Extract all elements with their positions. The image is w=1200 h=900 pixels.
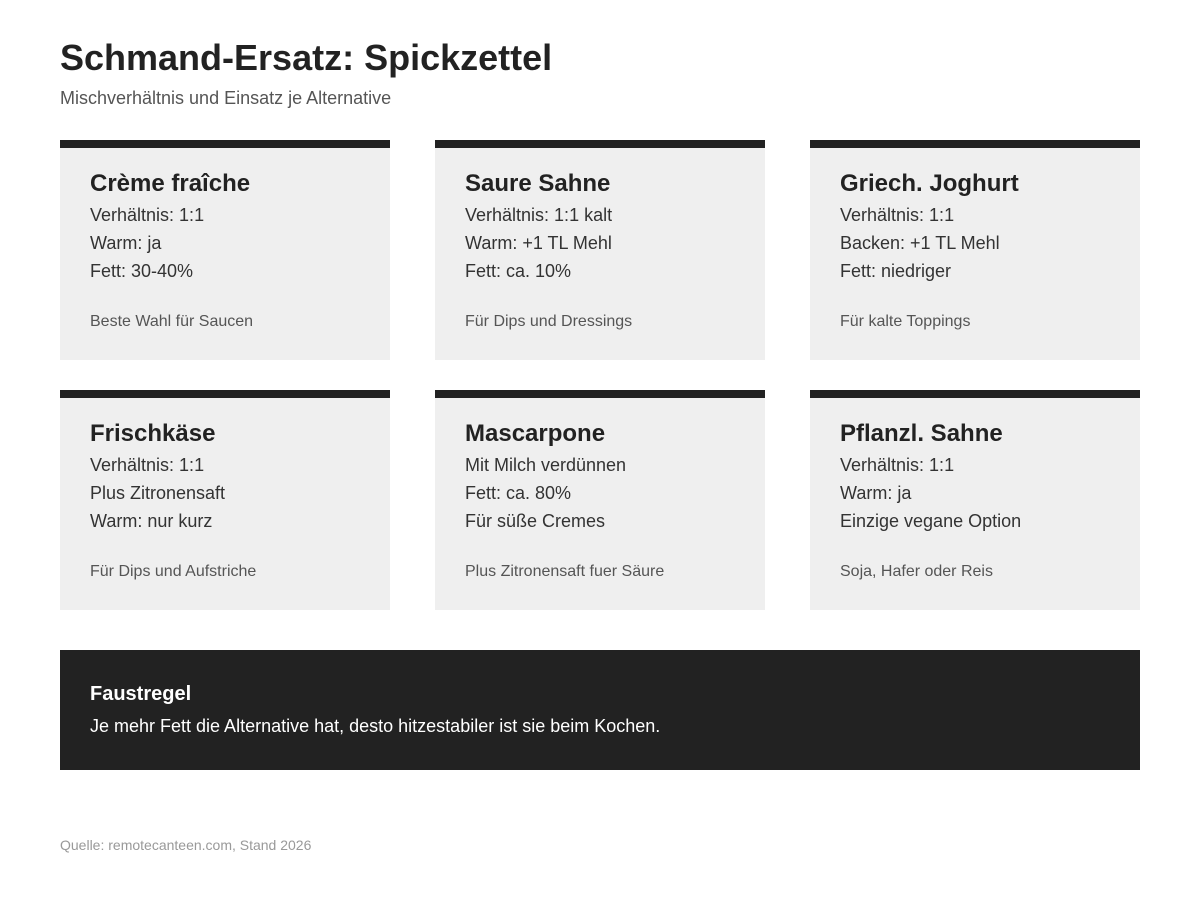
- card-title: Saure Sahne: [465, 170, 611, 197]
- card-detail: Fett: ca. 80%: [465, 483, 572, 503]
- card-details: [840, 201, 1110, 285]
- card-detail: Für süße Cremes: [465, 511, 606, 531]
- card-detail: Warm: +1 TL Mehl: [465, 233, 612, 253]
- card-detail: Verhältnis: 1:1: [840, 205, 955, 225]
- card-title: Crème fraîche: [90, 170, 251, 197]
- card-title: Mascarpone: [465, 420, 606, 447]
- card-note: Für Dips und Aufstriche: [90, 563, 257, 580]
- card-saure-sahne: [435, 140, 765, 360]
- card-title: Frischkäse: [90, 420, 216, 447]
- card-note: Für Dips und Dressings: [465, 313, 633, 330]
- card-details: [90, 201, 360, 285]
- card-detail: Fett: ca. 10%: [465, 261, 572, 281]
- card-detail: Warm: ja: [840, 483, 912, 503]
- card-title: Pflanzl. Sahne: [840, 420, 1003, 447]
- card-detail: Backen: +1 TL Mehl: [840, 233, 1000, 253]
- card-details: [840, 451, 1110, 535]
- card-details: [465, 201, 735, 285]
- card-detail: Warm: ja: [90, 233, 162, 253]
- card-detail: Warm: nur kurz: [90, 511, 213, 531]
- card-note: Soja, Hafer oder Reis: [840, 563, 993, 580]
- card-title: Griech. Joghurt: [840, 170, 1019, 197]
- card-note: Beste Wahl für Saucen: [90, 313, 254, 330]
- card-note: Für kalte Toppings: [840, 313, 971, 330]
- page: [60, 0, 1140, 900]
- card-note: Plus Zitronensaft fuer Säure: [465, 563, 665, 580]
- alternatives-grid: [60, 140, 1140, 610]
- source-note: Quelle: remotecanteen.com, Stand 2026: [60, 837, 312, 853]
- card-detail: Fett: 30-40%: [90, 261, 194, 281]
- card-detail: Plus Zitronensaft: [90, 483, 226, 503]
- page-title: Schmand-Ersatz: Spickzettel: [60, 37, 553, 78]
- card-details: [465, 451, 735, 535]
- card-detail: Verhältnis: 1:1: [90, 205, 205, 225]
- card-detail: Verhältnis: 1:1 kalt: [465, 205, 613, 225]
- card-mascarpone: [435, 390, 765, 610]
- page-subtitle: Mischverhältnis und Einsatz je Alternative: [60, 88, 392, 108]
- card-detail: Verhältnis: 1:1: [840, 455, 955, 475]
- card-creme-fraiche: [60, 140, 390, 360]
- card-details: [90, 451, 360, 535]
- card-detail: Fett: niedriger: [840, 261, 952, 281]
- rule-of-thumb-box: [60, 650, 1140, 770]
- card-griech-joghurt: [810, 140, 1140, 360]
- card-detail: Mit Milch verdünnen: [465, 455, 627, 475]
- card-detail: Verhältnis: 1:1: [90, 455, 205, 475]
- card-detail: Einzige vegane Option: [840, 511, 1022, 531]
- card-pflanzl-sahne: [810, 390, 1140, 610]
- rule-of-thumb-title: Faustregel: [90, 683, 192, 705]
- rule-of-thumb-text: Je mehr Fett die Alternative hat, desto hitzestabiler ist sie beim Kochen.: [90, 716, 661, 736]
- card-frischkaese: [60, 390, 390, 610]
